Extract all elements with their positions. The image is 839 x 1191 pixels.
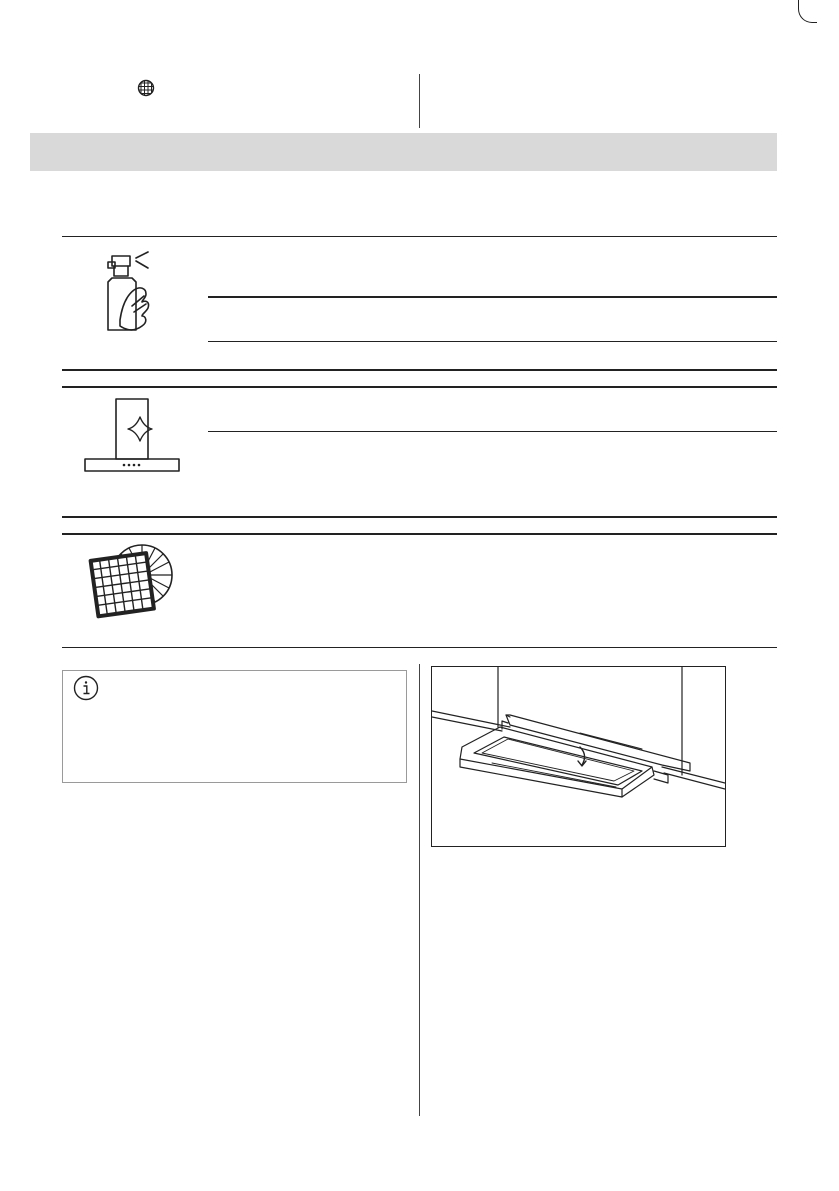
column-divider-top [419,74,420,128]
column-divider-bottom [419,664,420,1116]
table-rule-bottom [62,647,777,648]
table-rule-row3-top [62,533,777,535]
table-rule-row1-mid [208,296,777,298]
table-rule-row2-mid [208,431,777,432]
section-heading-band [30,133,777,171]
spray-bottle-cloth-icon [98,250,158,334]
table-rule-row2-top [62,386,777,388]
hood-sparkle-icon [84,397,180,473]
info-note-box [62,670,407,783]
table-rule-row1-end [62,369,777,371]
table-rule-row1-bottom [208,341,777,342]
grid-circle-icon [137,79,155,97]
page-corner-mark [798,0,817,23]
info-icon [73,675,99,701]
carbon-filter-icon [82,543,178,619]
telescopic-hood-illustration [431,666,726,847]
table-rule-top [62,236,777,237]
table-rule-row2-end [62,516,777,518]
